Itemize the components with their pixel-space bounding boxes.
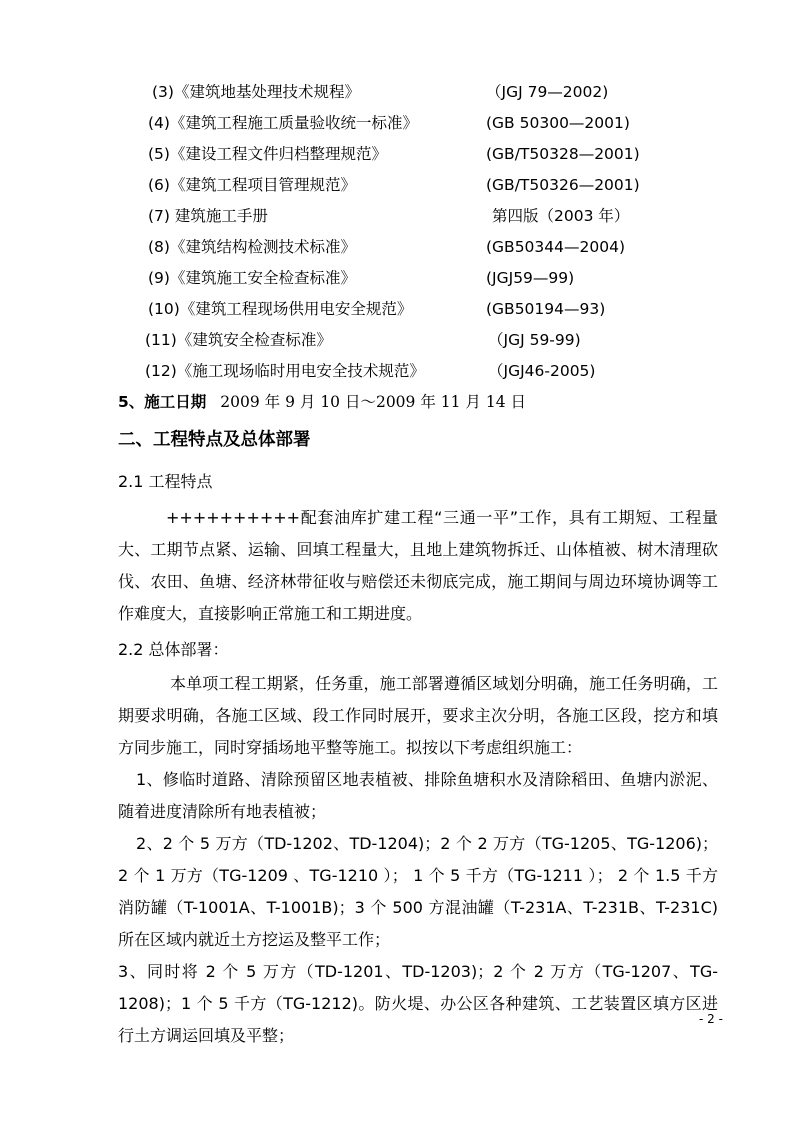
list-item: 3、同时将 2 个 5 万方（TD-1201、TD-1203)；2 个 2 万方（TG-1207、TG-1208)；1 个 5 千方（TG-1212)。防火堤、办公区各种建筑、工艺装置区填方区进行土方调运回填及平整；	[118, 962, 718, 1045]
list-item: 1、修临时道路、清除预留区地表植被、排除鱼塘积水及清除稻田、鱼塘内淤泥、随着进度清除所有地表植被；	[118, 770, 718, 821]
section-heading: 二、工程特点及总体部署	[118, 430, 311, 450]
standard-num: (8)	[148, 238, 170, 256]
standard-num: (11)	[145, 331, 177, 349]
paragraph: ++++++++++配套油库扩建工程“三通一平”工作，具有工期短、工程量大、工期节点紧、运输、回填工程量大，且地上建筑物拆迁、山体植被、树木清理砍伐、农田、鱼塘、经济林带征收与赔偿还未彻底完成，施工期间与周边环境协调等工作难度大，直接影响正常施工和工期进度。	[118, 508, 718, 623]
standard-code: (GB50194—93)	[486, 300, 606, 318]
standard-title: 建筑施工手册	[169, 207, 268, 225]
paragraph: 本单项工程工期紧，任务重，施工部署遵循区域划分明确，施工任务明确，工期要求明确，各施工区域、段工作同时展开，要求主次分明，各施工区段，挖方和填方同步施工，同时穿插场地平整等施工。拟按以下考虑组织施工：	[118, 674, 718, 757]
subsection-heading: 2.2 总体部署：	[118, 640, 229, 659]
standard-title: 《建筑安全检查标准》	[176, 331, 332, 349]
standard-title: 《施工现场临时用电安全技术规范》	[176, 362, 425, 380]
standard-item	[148, 175, 356, 195]
standard-item	[145, 330, 332, 350]
standard-code: (GB/T50328—2001)	[486, 145, 640, 163]
standard-num: (10)	[148, 300, 180, 318]
standard-code: （JGJ46-2005)	[488, 362, 596, 380]
standard-title: 《建筑工程施工质量验收统一标准》	[169, 114, 418, 132]
standard-code: （JGJ 79—2002)	[486, 83, 609, 101]
standard-title: 《建筑施工安全检查标准》	[169, 269, 356, 287]
standard-item	[148, 206, 268, 226]
standard-item	[148, 144, 387, 164]
standard-item	[152, 82, 360, 102]
standard-title: 《建设工程文件归档整理规范》	[169, 145, 387, 163]
page-number: - 2 -	[699, 1012, 723, 1026]
standard-num: (6)	[148, 176, 170, 194]
standard-num: (9)	[148, 269, 170, 287]
standard-title: 《建筑工程项目管理规范》	[169, 176, 356, 194]
standard-code: (GB50344—2004)	[486, 238, 625, 256]
standard-code: (JGJ59—99)	[486, 269, 575, 287]
construction-date-value: 2009 年 9 月 10 日～2009 年 11 月 14 日	[220, 393, 526, 411]
standard-num: (3)	[152, 83, 174, 101]
standard-code: (GB/T50326—2001)	[486, 176, 640, 194]
standard-num: (12)	[145, 362, 177, 380]
standard-num: (7)	[148, 207, 170, 225]
standard-item	[148, 237, 356, 257]
standard-item	[148, 299, 412, 319]
standard-item	[148, 113, 418, 133]
list-item: 2、2 个 5 万方（TD-1202、TD-1204)；2 个 2 万方（TG-1205、TG-1206)；2 个 1 万方（TG-1209 、TG-1210 ）； 1 个 5 千方（TG-1211 ）； 2 个 1.5 千方消防罐（T-1001A、T-1001B)；3 个 500 方混油罐（T-231A、T-231B、T-231C)所在区域内就近土方挖运及整平工作；	[118, 834, 718, 949]
standard-item	[148, 268, 356, 288]
standard-code: (GB 50300—2001)	[486, 114, 630, 132]
standard-code: 第四版（2003 年）	[492, 207, 630, 225]
standard-num: (5)	[148, 145, 170, 163]
standard-title: 《建筑地基处理技术规程》	[173, 83, 360, 101]
standard-num: (4)	[148, 114, 170, 132]
construction-date-label: 5、施工日期	[118, 393, 207, 411]
standard-code: （JGJ 59-99)	[488, 331, 581, 349]
standard-title: 《建筑工程现场供用电安全规范》	[179, 300, 413, 318]
standard-title: 《建筑结构检测技术标准》	[169, 238, 356, 256]
standard-item	[145, 361, 425, 381]
construction-date-line	[118, 392, 526, 412]
subsection-heading: 2.1 工程特点	[118, 472, 213, 491]
